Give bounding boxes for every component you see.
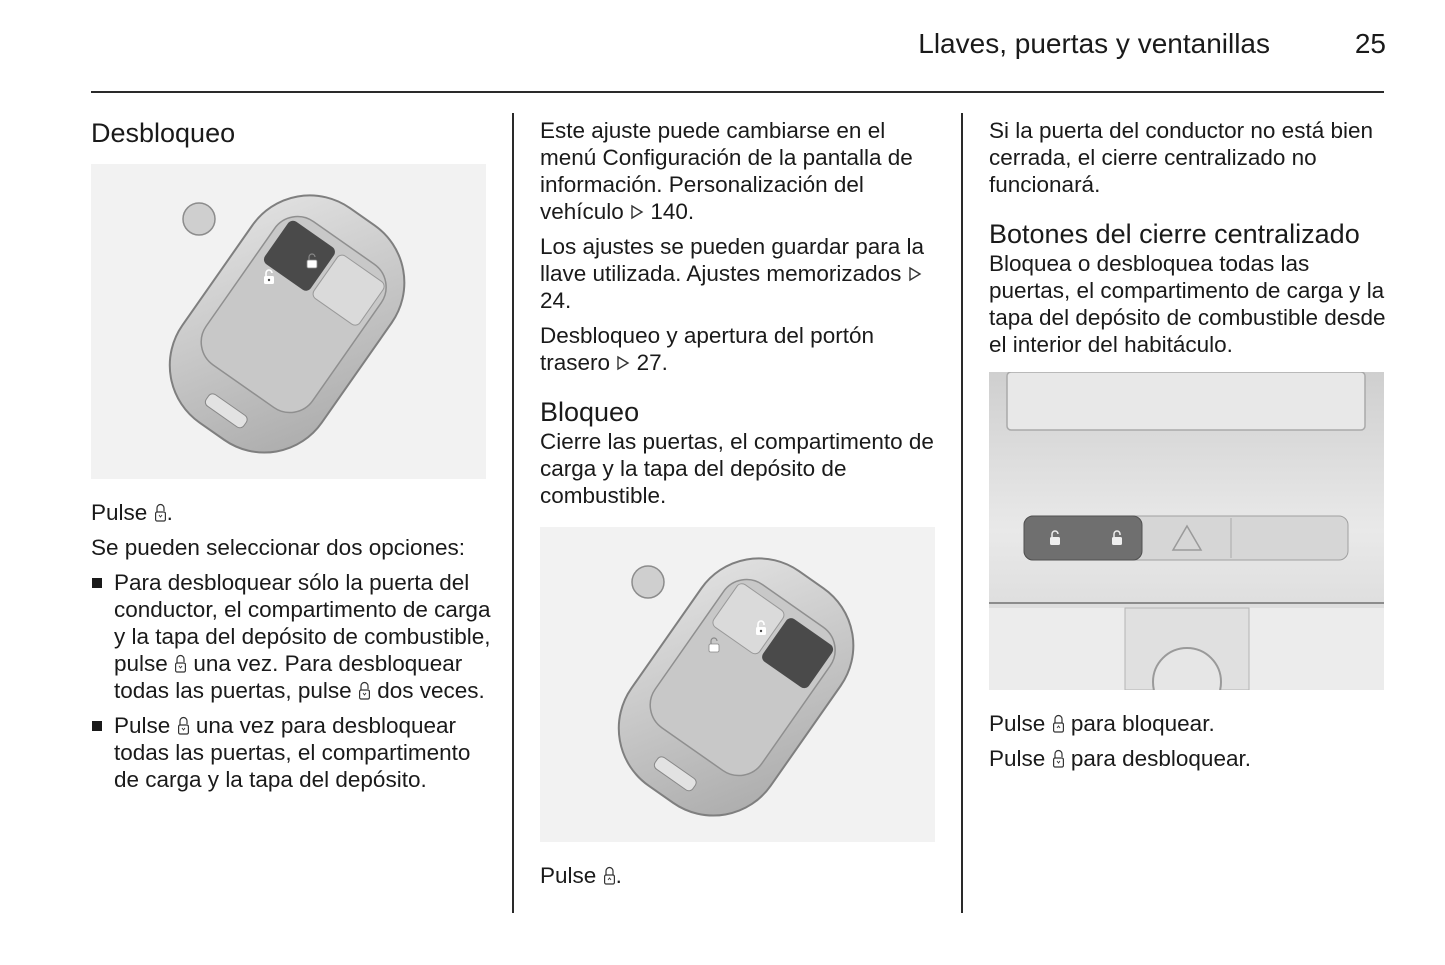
column-2 bbox=[540, 117, 940, 897]
section-heading-bloqueo: Bloqueo bbox=[540, 397, 640, 427]
lock-icon bbox=[604, 866, 615, 885]
tailgate-paragraph bbox=[540, 322, 940, 376]
options-intro: Se pueden seleccionar dos opciones: bbox=[91, 535, 466, 560]
page-number: 25 bbox=[1354, 28, 1386, 59]
key-fob-lock-illustration bbox=[540, 527, 935, 842]
column-divider-1 bbox=[512, 113, 514, 913]
column-3 bbox=[989, 117, 1387, 780]
running-header-title: Llaves, puertas y ventanillas bbox=[918, 28, 1270, 59]
central-locking-text: Bloquea o desbloquea todas las puertas, el compartimento de carga y la tapa del depósito de combustible desde el interior del habitáculo. bbox=[989, 251, 1386, 357]
settings-ref-page: 140. bbox=[650, 199, 695, 224]
memorized-ref-page: 24. bbox=[540, 288, 572, 313]
settings-text: Este ajuste puede cambiarse en el menú Configuración de la pantalla de información. Personalización del vehículo bbox=[540, 118, 913, 224]
key-fob-unlock-illustration bbox=[91, 164, 486, 479]
list-item bbox=[91, 712, 491, 793]
unlock-icon bbox=[359, 681, 370, 700]
tailgate-ref-page: 27. bbox=[636, 350, 668, 375]
unlock-icon bbox=[155, 503, 166, 522]
unlock-icon bbox=[1053, 749, 1064, 768]
tailgate-text: Desbloqueo y apertura del portón trasero bbox=[540, 323, 874, 375]
pulse-unlock-suffix: . bbox=[166, 500, 173, 525]
dashboard-central-locking-buttons-illustration bbox=[989, 372, 1384, 690]
pulse-lock-line bbox=[540, 862, 940, 889]
page-reference-icon bbox=[616, 355, 630, 371]
pulse-unlock-button-line bbox=[989, 745, 1387, 772]
pulse-lock-button-line bbox=[989, 710, 1387, 737]
column-1 bbox=[91, 117, 491, 801]
lock-button-suffix: para bloquear. bbox=[1070, 711, 1215, 736]
memorized-paragraph bbox=[540, 233, 940, 314]
page-reference-icon bbox=[908, 266, 922, 282]
settings-paragraph bbox=[540, 117, 940, 225]
bullet2-text-a: Pulse bbox=[114, 713, 171, 738]
bullet-marker bbox=[92, 578, 102, 588]
bullet2-text-b: una vez para desbloquear todas las puertas, el compartimento de carga y la tapa del depósito. bbox=[114, 713, 471, 792]
page-reference-icon bbox=[630, 204, 644, 220]
lock-button-prefix: Pulse bbox=[989, 711, 1046, 736]
bullet-marker bbox=[92, 721, 102, 731]
pulse-lock-prefix: Pulse bbox=[540, 863, 597, 888]
pulse-unlock-prefix: Pulse bbox=[91, 500, 148, 525]
list-item bbox=[91, 569, 491, 704]
section-heading-desbloqueo: Desbloqueo bbox=[91, 118, 236, 148]
pulse-unlock-line bbox=[91, 499, 491, 526]
unlock-button-prefix: Pulse bbox=[989, 746, 1046, 771]
pulse-lock-suffix: . bbox=[615, 863, 622, 888]
options-list bbox=[91, 569, 491, 793]
unlock-icon bbox=[175, 654, 186, 673]
driver-door-note: Si la puerta del conductor no está bien cerrada, el cierre centralizado no funcionará. bbox=[989, 118, 1374, 197]
header-rule bbox=[91, 91, 1384, 93]
bullet1-text-c: dos veces. bbox=[377, 678, 485, 703]
unlock-icon bbox=[178, 716, 189, 735]
bullet1-text-b: una vez. Para desbloquear todas las puertas, pulse bbox=[114, 651, 463, 703]
bullet1-text-a: Para desbloquear sólo la puerta del conductor, el compartimento de carga y la tapa del depósito de combustible, pulse bbox=[114, 570, 491, 676]
bloqueo-text: Cierre las puertas, el compartimento de carga y la tapa del depósito de combustible. bbox=[540, 429, 934, 508]
memorized-text: Los ajustes se pueden guardar para la llave utilizada. Ajustes memorizados bbox=[540, 234, 925, 286]
column-divider-2 bbox=[961, 113, 963, 913]
section-heading-central-locking-buttons: Botones del cierre centralizado bbox=[989, 219, 1360, 249]
unlock-button-suffix: para desbloquear. bbox=[1070, 746, 1251, 771]
lock-icon bbox=[1053, 714, 1064, 733]
